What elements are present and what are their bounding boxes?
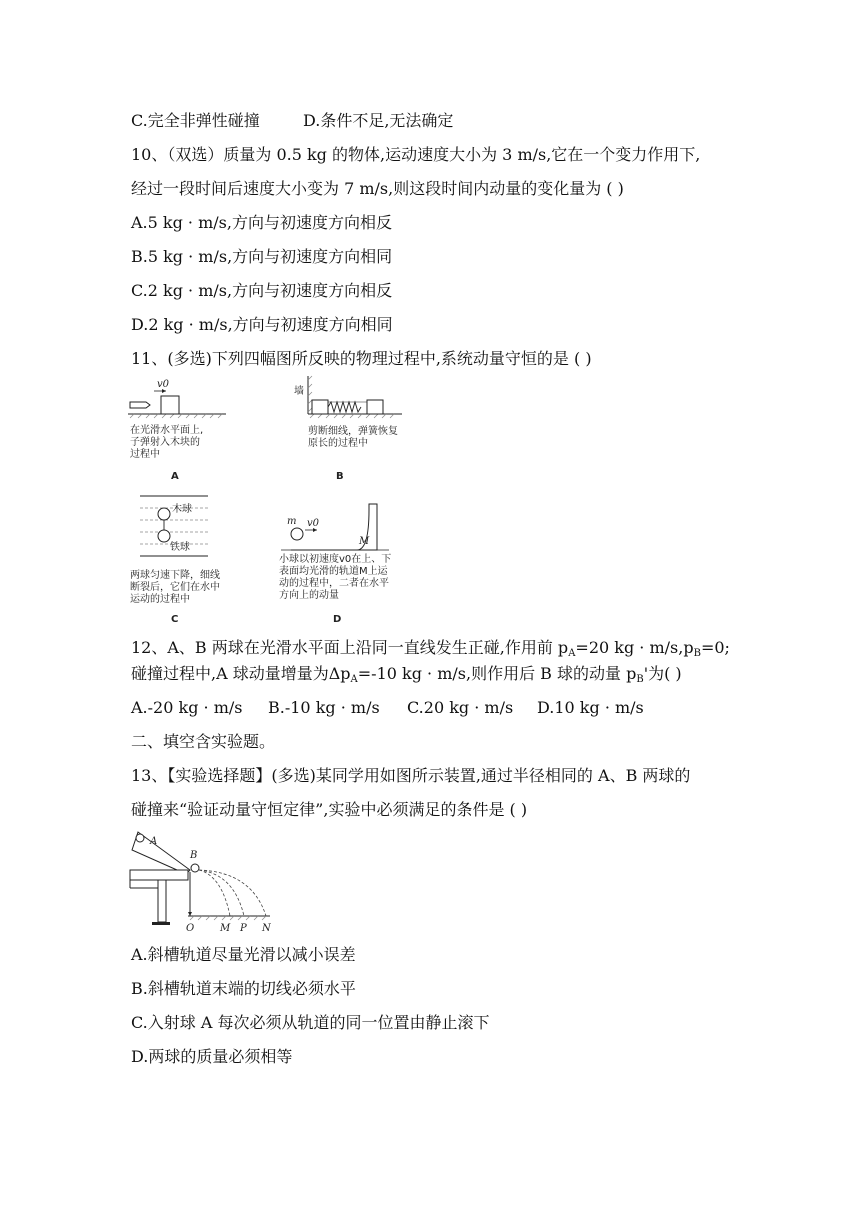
- block-right-shape: [367, 400, 383, 414]
- ball-a-shape: [136, 834, 144, 842]
- q13-option-c: C.入射球 A 每次必须从轨道的同一位置由静止滚下: [131, 1013, 490, 1032]
- q12-line2-part-c: '为( ): [643, 664, 682, 683]
- fig-a-caption-1: 在光滑水平面上,: [130, 425, 204, 436]
- q13-label-a: A: [150, 836, 158, 847]
- q10-option-b: B.5 kg · m/s,方向与初速度方向相同: [131, 247, 393, 266]
- fig-c-caption-3: 运动的过程中: [130, 594, 190, 605]
- q13-option-b: B.斜槽轨道末端的切线必须水平: [131, 979, 356, 998]
- q10-option-a: A.5 kg · m/s,方向与初速度方向相反: [131, 213, 392, 232]
- fig-c-caption-2: 断裂后，它们在水中: [130, 582, 220, 593]
- q12-line2-part-a: 碰撞过程中,A 球动量增量为Δp: [131, 664, 351, 683]
- fig-c-wood-label: 木球: [172, 504, 192, 515]
- q13-label-p: P: [240, 923, 247, 934]
- fig-d-caption-2: 表面均光滑的轨道M上运: [279, 566, 388, 577]
- q9-option-d: D.条件不足,无法确定: [303, 111, 454, 130]
- q10-option-c: C.2 kg · m/s,方向与初速度方向相反: [131, 281, 393, 300]
- q12-option-c: C.20 kg · m/s: [407, 698, 514, 717]
- section-2-heading: 二、填空含实验题。: [131, 732, 276, 751]
- q9-options: [131, 111, 454, 131]
- bullet-shape: [130, 402, 150, 408]
- q11-stem: 11、(多选)下列四幅图所反映的物理过程中,系统动量守恒的是 ( ): [131, 349, 592, 368]
- q12-line1-part-b: =20 kg · m/s,p: [575, 638, 694, 657]
- small-ball-shape: [291, 528, 303, 540]
- fig-b-caption-2: 原长的过程中: [308, 438, 368, 449]
- spring-shape: [328, 402, 361, 412]
- table-top-shape: [130, 870, 188, 880]
- q11-figure-a: [128, 378, 238, 486]
- q11-figure-d: [277, 500, 402, 624]
- q13-label-m: M: [220, 923, 231, 934]
- fig-c-caption-1: 两球匀速下降，细线: [130, 570, 220, 581]
- q12-line2-sub-a: A: [350, 674, 358, 685]
- fig-d-M-label: M: [359, 536, 370, 547]
- stand-shape: [158, 880, 166, 922]
- iron-ball-shape: [158, 530, 170, 542]
- q13-label-b: B: [190, 850, 198, 861]
- q10-stem-line2: 经过一段时间后速度大小变为 7 m/s,则这段时间内动量的变化量为 ( ): [131, 179, 624, 198]
- q13-label-o: O: [186, 923, 195, 934]
- q12-stem-line2: [131, 664, 682, 690]
- q13-apparatus-figure: [128, 828, 278, 936]
- fig-b-caption-1: 剪断细线，弹簧恢复: [308, 426, 398, 437]
- q11-figure-b: [290, 376, 410, 486]
- fig-d-letter: D: [333, 614, 342, 625]
- q12-line2-sub-b: B: [636, 674, 644, 685]
- fig-a-v0-label: v0: [157, 379, 170, 390]
- ball-b-shape: [191, 864, 199, 872]
- fig-d-caption-1: 小球以初速度v0在上、下: [279, 554, 392, 565]
- fig-c-iron-label: 铁球: [170, 542, 190, 553]
- fig-d-m-label: m: [287, 516, 297, 527]
- q13-stem-line2: 碰撞来“验证动量守恒定律”,实验中必须满足的条件是 ( ): [131, 800, 528, 819]
- q10-option-d: D.2 kg · m/s,方向与初速度方向相同: [131, 315, 393, 334]
- q12-line1-sub-b: B: [693, 648, 701, 659]
- q10-stem-line1: 10、（双选）质量为 0.5 kg 的物体,运动速度大小为 3 m/s,它在一个变力作用下,: [131, 145, 701, 164]
- fig-d-caption-3: 动的过程中，二者在水平: [279, 578, 389, 589]
- fig-b-letter: B: [336, 471, 344, 482]
- q12-option-b: B.-10 kg · m/s: [268, 698, 380, 717]
- q12-option-d: D.10 kg · m/s: [537, 698, 644, 717]
- q13-stem-line1: 13、【实验选择题】(多选)某同学用如图所示装置,通过半径相同的 A、B 两球的: [131, 766, 691, 785]
- fig-d-caption-4: 方向上的动量: [279, 590, 339, 601]
- fig-a-letter: A: [171, 471, 179, 482]
- wood-block-shape: [161, 396, 179, 414]
- q12-line2-part-b: =-10 kg · m/s,则作用后 B 球的动量 p: [357, 664, 637, 683]
- q12-line1-part-c: =0;: [700, 638, 730, 657]
- q12-line1-part-a: 12、A、B 两球在光滑水平面上沿同一直线发生正碰,作用前 p: [131, 638, 569, 657]
- fig-d-v0-label: v0: [307, 518, 320, 529]
- q13-label-n: N: [262, 923, 271, 934]
- q13-option-a: A.斜槽轨道尽量光滑以减小误差: [131, 945, 356, 964]
- q13-option-d: D.两球的质量必须相等: [131, 1047, 293, 1066]
- fig-b-wall-label: 墙: [294, 386, 304, 397]
- wood-ball-shape: [158, 508, 170, 520]
- q9-option-c: C.完全非弹性碰撞: [131, 111, 260, 130]
- q12-option-a: A.-20 kg · m/s: [131, 698, 243, 717]
- fig-a-caption-2: 子弹射入木块的: [130, 437, 200, 448]
- q11-figure-c: [128, 494, 248, 624]
- q12-line1-sub-a: A: [568, 648, 576, 659]
- q12-stem-line1: [131, 638, 730, 664]
- block-left-shape: [312, 400, 328, 414]
- q12-options: [131, 698, 644, 718]
- fig-a-caption-3: 过程中: [130, 449, 160, 460]
- fig-c-letter: C: [171, 614, 179, 625]
